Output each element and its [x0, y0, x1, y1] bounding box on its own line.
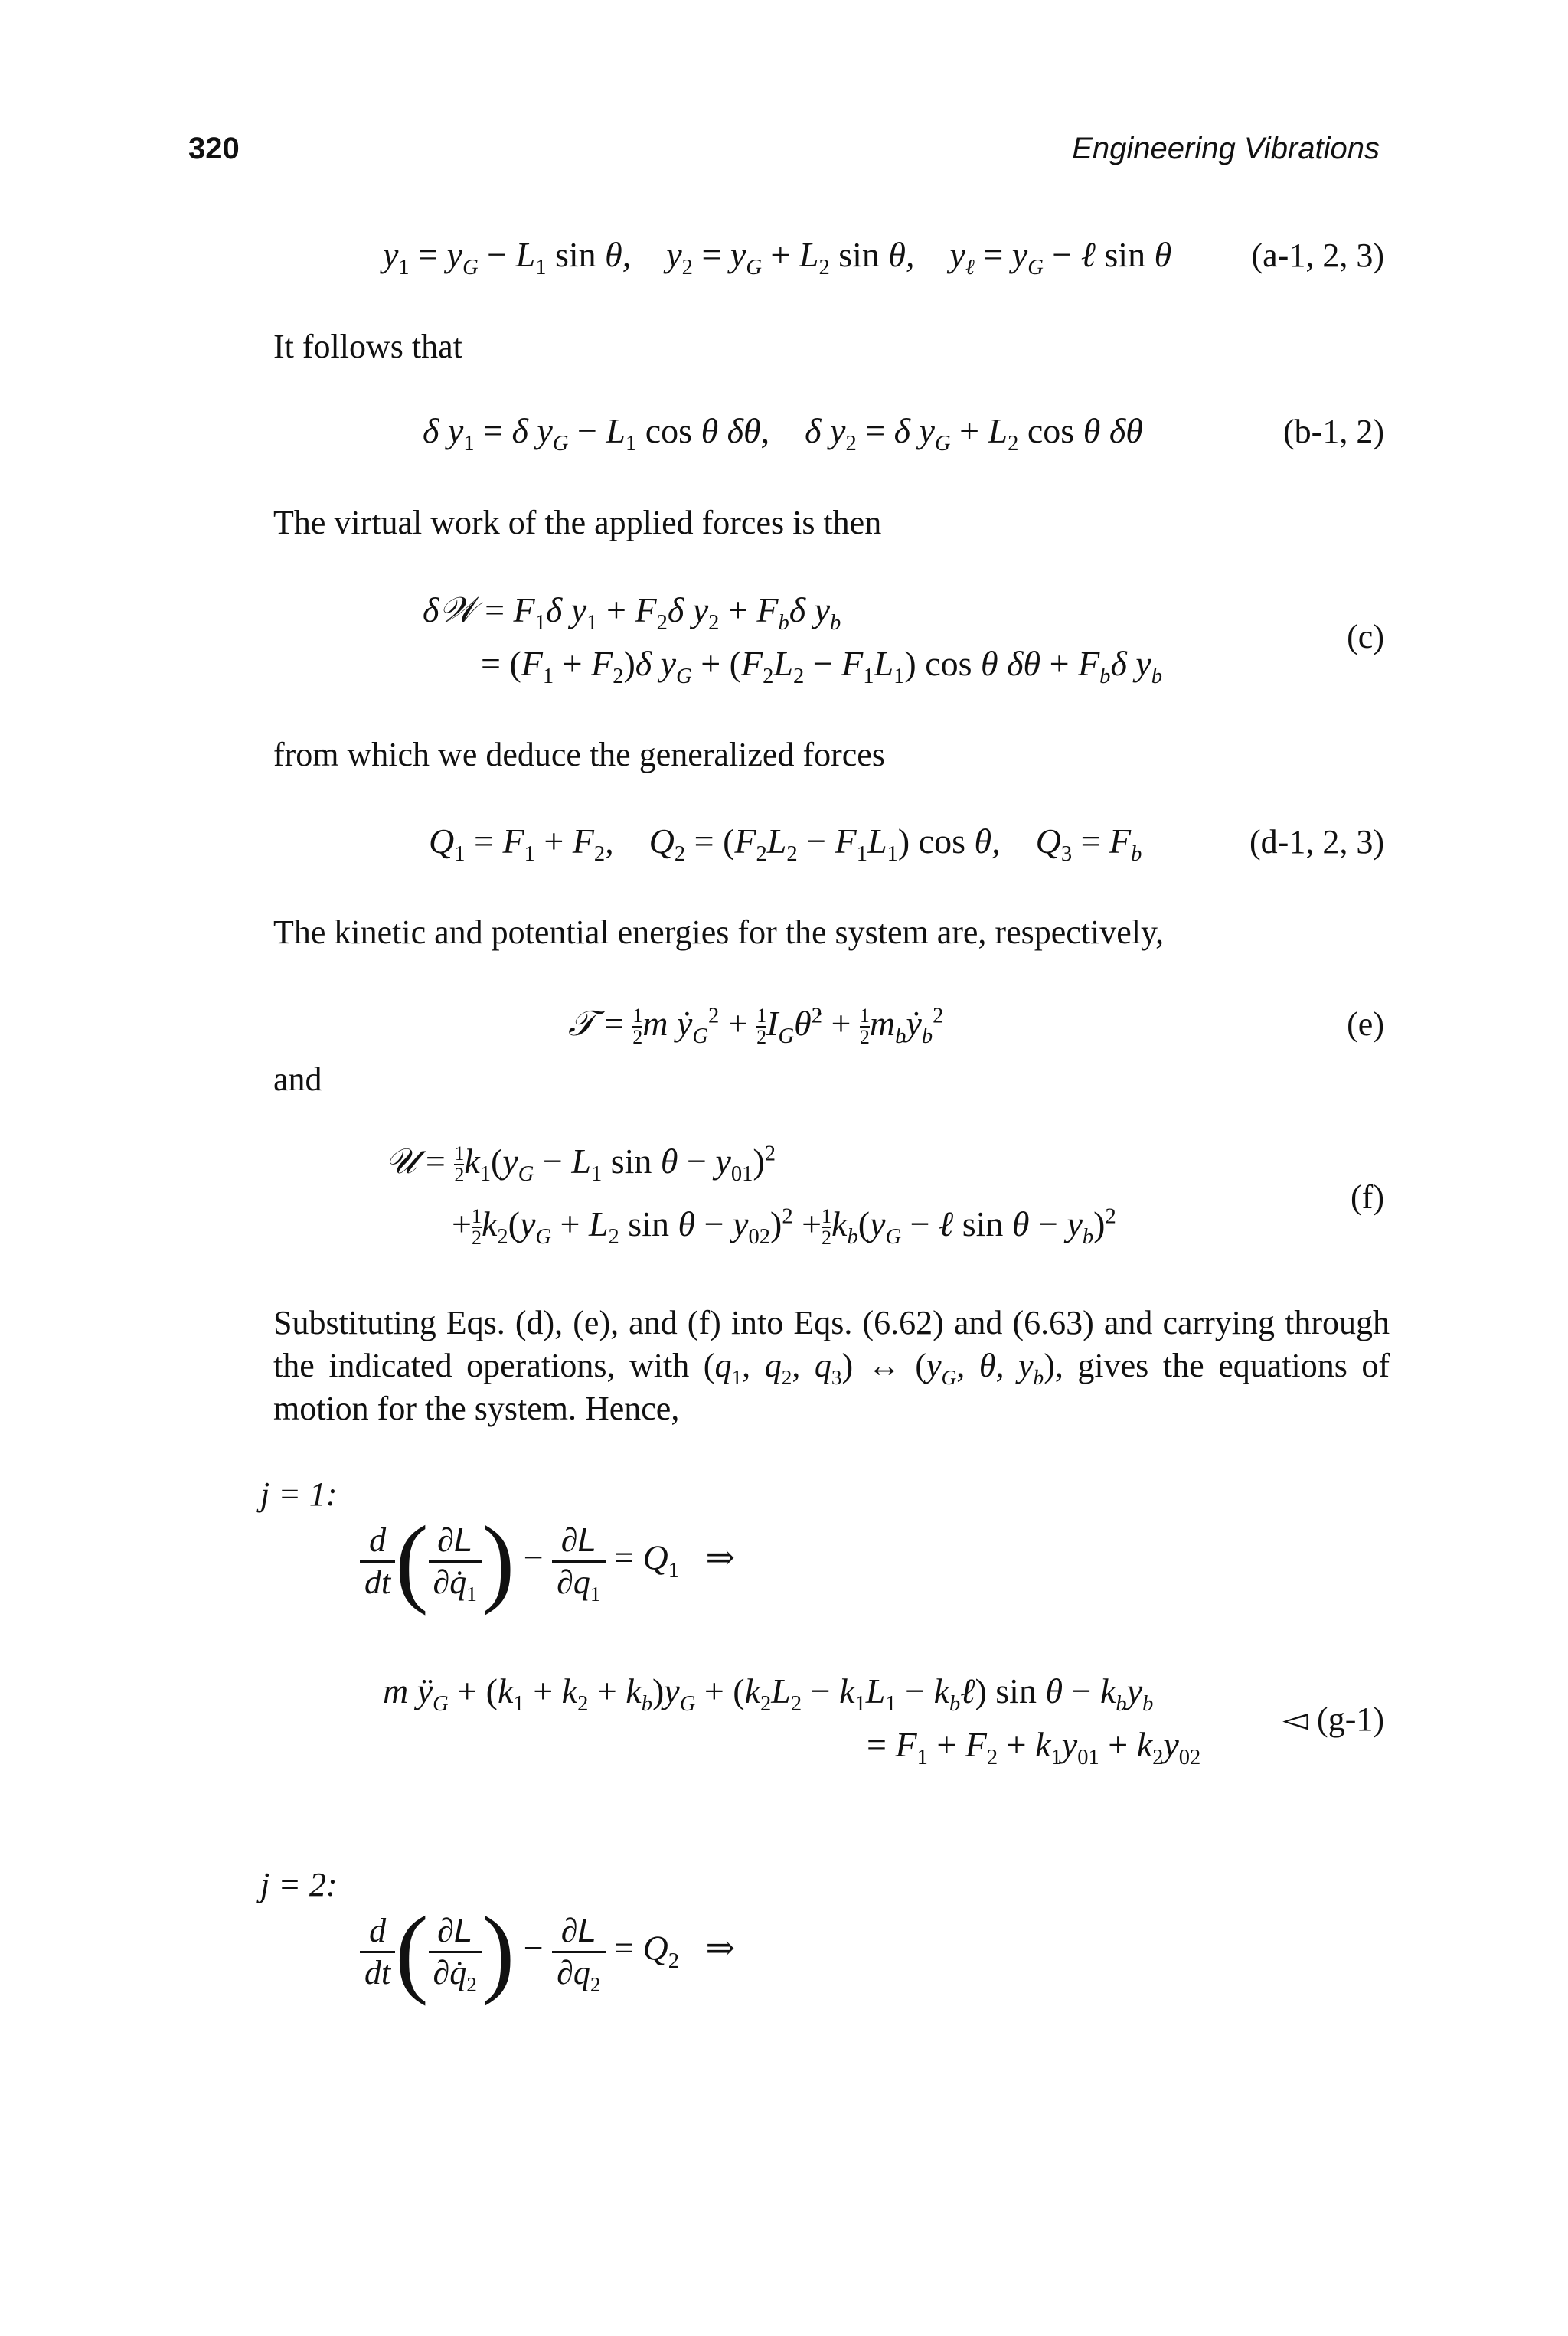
- paragraph-energies: The kinetic and potential energies for the system are, respectively,: [273, 913, 1165, 951]
- equation-c-line1: δ𝒲 = $F_1\delta$ $y_1 + F_2\delta$ $y_2 + F_b\delta$ $y_b$: [423, 590, 841, 635]
- equation-g1-line2: = $F_1 + F_2 + k_1y_{01} + k_2y_{02}$: [867, 1725, 1201, 1770]
- equation-tag-f: (f): [1351, 1178, 1384, 1216]
- equation-c-line2: = $(F_1 + F_2)\delta$ $y_G + (F_2L_2 - F_1L_1)$ cos θ $\delta\theta + F_b\delta$ $y_b$: [481, 644, 1163, 689]
- equation-tag-b: (b-1, 2): [1283, 413, 1384, 450]
- equation-e: 𝒯 = $\frac{1}{2}$ m ẏ$_G^2$ + $\frac{1}{2}$ $I_G\thetȧ^2$ + $\frac{1}{2}$ $m_bẏ_b^2$: [568, 1004, 944, 1049]
- lagrange-equation-j1: $\frac{d}{dt}$ ( $\frac{\partial L}{\partial q̇_1}$ ) − $\frac{\partial L}{\partial q_1}$ = $Q_1$ ⇒: [360, 1511, 735, 1611]
- equation-tag-g1: ◅ (g-1): [1282, 1701, 1384, 1738]
- paragraph-it-follows: It follows that: [273, 328, 462, 365]
- running-title: Engineering Vibrations: [1072, 132, 1380, 165]
- equation-f-line1: 𝒰 = $\frac{1}{2}$ $k_1(y_G - L_1$ $\sin \theta - y_{01})^2$: [385, 1142, 776, 1187]
- equation-b: δ $y_1 = \delta$ $y_G - L_1$ cos θ δθ, δ $y_2 = \delta$ $y_G + L_2$ cos θ δθ: [423, 411, 1143, 456]
- equation-d: $Q_1 = F_1 + F_2$, $Q_2 = (F_2L_2 - F_1L_1)$ cos θ, $Q_3 = F_b$: [429, 822, 1142, 867]
- equation-a: $y_1 = y_G - L_1$ sin θ, $y_2 = y_G + L_2$ sin θ, $y_\ell = y_G$ − ℓ sin θ: [383, 235, 1172, 280]
- equation-tag-a: (a-1, 2, 3): [1251, 237, 1384, 274]
- equation-f-line2: + $\frac{1}{2}$ $k_2(y_G + L_2$ $\sin \theta - y_{02})^2$ + $\frac{1}{2}$ $k_b(y_G$ − ℓ $\sin \theta - y_b)^2$: [452, 1204, 1116, 1250]
- paragraph-substituting: Substituting Eqs. (d), (e), and (f) into Eqs. (6.62) and (6.63) and carrying through the indicated operations, with ($q_1$, $q_2$, $q_3$) ↔ ($y_G$, θ, $y_b$), gives the equations of motion for the system. Hence,: [273, 1304, 1390, 1427]
- lagrange-equation-j2: $\frac{d}{dt}$ ( $\frac{\partial L}{\partial q̇_2}$ ) − $\frac{\partial L}{\partial q_2}$ = $Q_2$ ⇒: [360, 1902, 735, 2001]
- case-j2-label: j = 2:: [260, 1866, 338, 1903]
- equation-g1-line1: m $ÿ_G + (k_1 + k_2 + k_b)y_G + (k_2L_2 - k_1L_1$ − $k_b\ell$) $\sin \theta - k_by_b$: [383, 1671, 1154, 1717]
- paragraph-generalized-forces: from which we deduce the generalized forces: [273, 736, 885, 773]
- paragraph-substituting-part2: gives the equations of motion for the system. Hence,: [273, 1347, 1390, 1427]
- equation-tag-e: (e): [1347, 1005, 1384, 1043]
- paragraph-virtual-work: The virtual work of the applied forces is then: [273, 504, 882, 541]
- paragraph-and: and: [273, 1060, 322, 1098]
- equation-tag-d: (d-1, 2, 3): [1250, 823, 1384, 861]
- page-number: 320: [188, 132, 240, 165]
- equation-tag-c: (c): [1347, 618, 1384, 655]
- paragraph-substituting-part1: Substituting Eqs. (d), (e), and (f) into Eqs. (6.62) and (6.63) and carrying through the indicated operations, with: [273, 1304, 1390, 1384]
- case-j1-label: j = 1:: [260, 1475, 338, 1513]
